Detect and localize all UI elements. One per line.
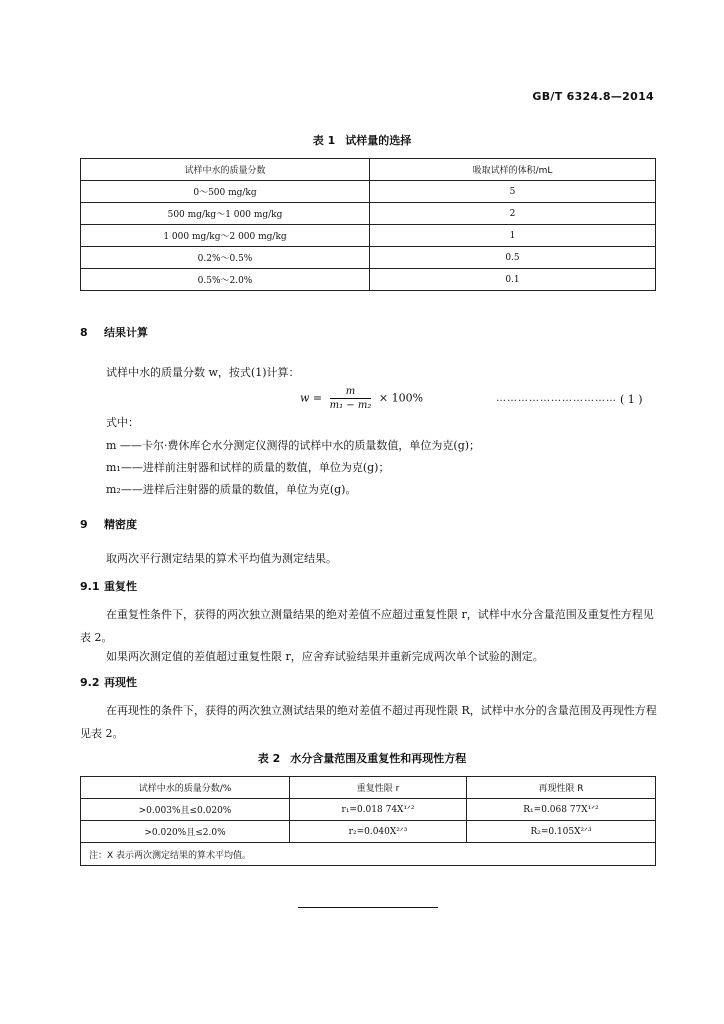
table2-note-row [81, 843, 656, 866]
formula-rhs: × 100% [378, 391, 424, 405]
variable-definition: m₂——进样后注射器的质量的数值，单位为克(g)。 [106, 483, 357, 496]
formula-denominator: m₁ − m₂ [329, 400, 372, 411]
formula-numerator: m [330, 386, 372, 399]
table2-cell: >0.020%且≤2.0% [81, 821, 290, 843]
formula-fraction [330, 386, 372, 411]
table1-header-cell: 吸取试样的体积/mL [370, 159, 656, 181]
table2-cell: r₂=0.040X²ᐟ³ [290, 821, 467, 843]
section-9-1-paragraph-2: 如果两次测定值的差值超过重复性限 r，应舍弃试验结果并重新完成两次单个试验的测定。 [106, 650, 544, 663]
formula-leader-dots: …………………………… [496, 393, 617, 404]
table2-header-row [81, 777, 656, 799]
table2-header-cell: 重复性限 r [290, 777, 467, 799]
table1-cell: 5 [370, 181, 656, 203]
table1 [80, 158, 656, 291]
where-label: 式中： [106, 416, 139, 429]
table1-cell: 0～500 mg/kg [81, 181, 370, 203]
table1-cell: 0.1 [370, 269, 656, 291]
table-row [81, 821, 656, 843]
end-rule [298, 907, 438, 908]
table1-header-row [81, 159, 656, 181]
variable-definition: m₁——进样前注射器和试样的质量的数值，单位为克(g)； [106, 461, 390, 474]
section-number: 9.2 [80, 676, 100, 689]
table-row [81, 799, 656, 821]
section-9-2-heading [80, 674, 137, 690]
section-title: 结果计算 [104, 326, 148, 339]
section-9-heading [80, 516, 137, 532]
table2-caption [0, 750, 724, 766]
table1-cell: 0.5%～2.0% [81, 269, 370, 291]
table2-note: 注：X 表示两次测定结果的算术平均值。 [81, 843, 656, 866]
section-8-intro: 试样中水的质量分数 w，按式(1)计算： [106, 366, 300, 379]
table-row [81, 181, 656, 203]
table-row [81, 247, 656, 269]
table2-cell: R₁=0.068 77X¹ᐟ² [467, 799, 656, 821]
table1-caption [0, 132, 724, 148]
section-title: 重复性 [104, 580, 137, 593]
formula-lhs: w = [300, 391, 323, 405]
table2-caption-title: 水分含量范围及重复性和再现性方程 [290, 752, 467, 765]
table1-cell: 1 [370, 225, 656, 247]
table1-cell: 0.5 [370, 247, 656, 269]
section-9-2-paragraph-1: 在再现性的条件下，获得的两次独立测试结果的绝对差值不超过再现性限 R，试样中水分的含量范围及再现性方程见表 2。 [80, 704, 657, 740]
table2-header-cell: 再现性限 R [467, 777, 656, 799]
table-row [81, 203, 656, 225]
section-number: 9 [80, 518, 88, 531]
table1-caption-number: 表 1 [312, 134, 336, 147]
table1-cell: 2 [370, 203, 656, 225]
section-9-1-heading [80, 578, 137, 594]
table-row [81, 269, 656, 291]
table1-caption-title: 试样量的选择 [345, 134, 412, 147]
table1-header-cell: 试样中水的质量分数 [81, 159, 370, 181]
formula-1 [300, 386, 423, 411]
section-number: 8 [80, 326, 88, 339]
table2 [80, 776, 656, 866]
table2-cell: r₁=0.018 74X¹ᐟ² [290, 799, 467, 821]
table1-cell: 1 000 mg/kg～2 000 mg/kg [81, 225, 370, 247]
section-title: 精密度 [104, 518, 137, 531]
table2-header-cell: 试样中水的质量分数/% [81, 777, 290, 799]
section-title: 再现性 [104, 676, 137, 689]
table2-cell: >0.003%且≤0.020% [81, 799, 290, 821]
variable-definition: m ——卡尔·费休库仑水分测定仪测得的试样中水的质量数值，单位为克(g)； [106, 439, 481, 452]
table-row [81, 225, 656, 247]
table2-cell: R₂=0.105X²ᐟ³ [467, 821, 656, 843]
table1-cell: 500 mg/kg～1 000 mg/kg [81, 203, 370, 225]
standard-number: GB/T 6324.8—2014 [532, 90, 654, 103]
table2-caption-number: 表 2 [257, 752, 281, 765]
formula-number: ( 1 ) [620, 393, 643, 406]
section-9-text: 取两次平行测定结果的算术平均值为测定结果。 [106, 552, 337, 565]
section-9-1-paragraph-1: 在重复性条件下，获得的两次独立测量结果的绝对差值不应超过重复性限 r，试样中水分含量范围及重复性方程见表 2。 [80, 608, 654, 644]
table1-cell: 0.2%～0.5% [81, 247, 370, 269]
section-number: 9.1 [80, 580, 100, 593]
section-8-heading [80, 324, 148, 340]
